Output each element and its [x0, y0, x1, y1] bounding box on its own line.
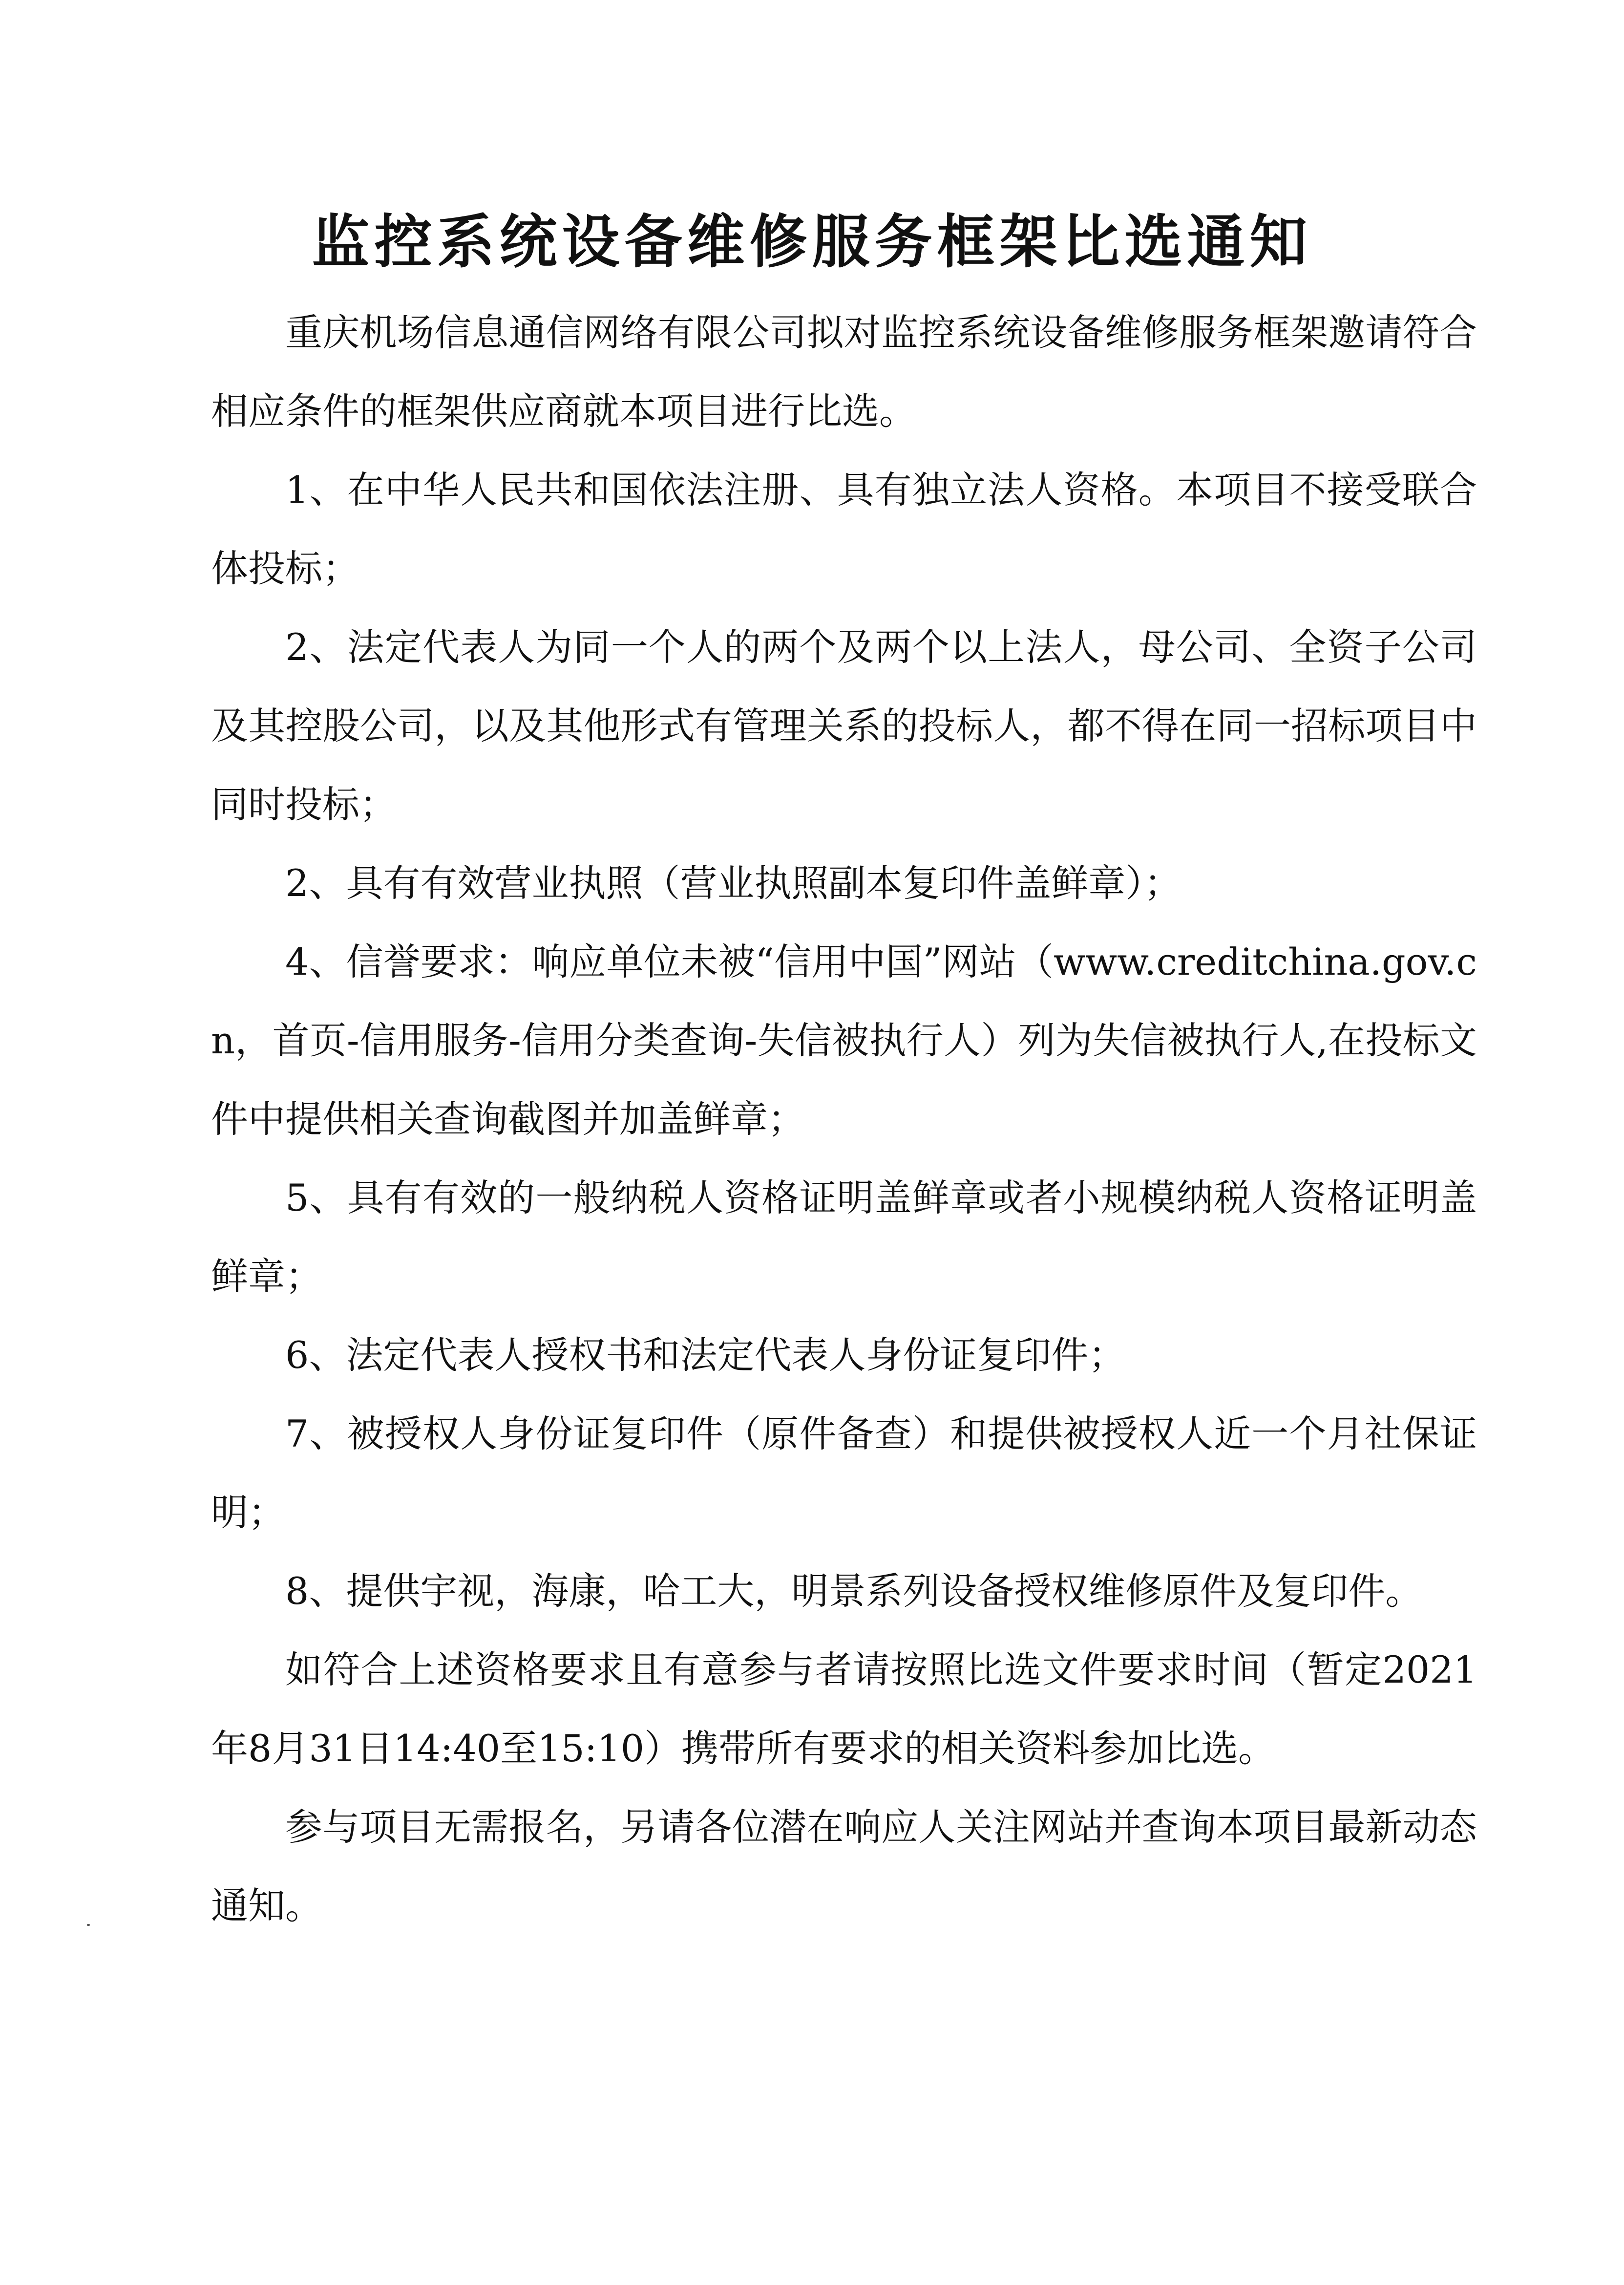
requirement-1: 1、在中华人民共和国依法注册、具有独立法人资格。本项目不接受联合体投标； [211, 468, 1477, 590]
document-title: 监控系统设备维修服务框架比选通知 [312, 208, 1312, 276]
requirement-3: 2、具有有效营业执照（营业执照副本复印件盖鲜章）； [285, 861, 1181, 905]
requirement-7: 7、被授权人身份证复印件（原件备查）和提供被授权人近一个月社保证明； [211, 1412, 1477, 1534]
requirement-4: 4、信誉要求：响应单位未被“信用中国”网站（www.creditchina.gov.cn，首页-信用服务-信用分类查询-失信被执行人）列为失信被执行人,在投标文件中提供相关查询截图并加盖鲜章； [211, 940, 1477, 1141]
requirement-6: 6、法定代表人授权书和法定代表人身份证复印件； [285, 1333, 1126, 1377]
requirement-8: 8、提供宇视，海康，哈工大，明景系列设备授权维修原件及复印件。 [285, 1569, 1423, 1613]
closing-paragraph: 参与项目无需报名，另请各位潜在响应人关注网站并查询本项目最新动态通知。 [211, 1805, 1477, 1927]
scan-speck [87, 1924, 90, 1926]
schedule-paragraph: 如符合上述资格要求且有意参与者请按照比选文件要求时间（暂定2021年8月31日14:40至15:10）携带所有要求的相关资料参加比选。 [211, 1648, 1477, 1770]
requirement-5: 5、具有有效的一般纳税人资格证明盖鲜章或者小规模纳税人资格证明盖鲜章； [211, 1176, 1477, 1298]
requirement-2: 2、法定代表人为同一个人的两个及两个以上法人，母公司、全资子公司及其控股公司，以及其他形式有管理关系的投标人，都不得在同一招标项目中同时投标； [211, 625, 1477, 826]
document-body [211, 293, 1477, 1945]
intro-paragraph: 重庆机场信息通信网络有限公司拟对监控系统设备维修服务框架邀请符合相应条件的框架供应商就本项目进行比选。 [211, 311, 1477, 433]
